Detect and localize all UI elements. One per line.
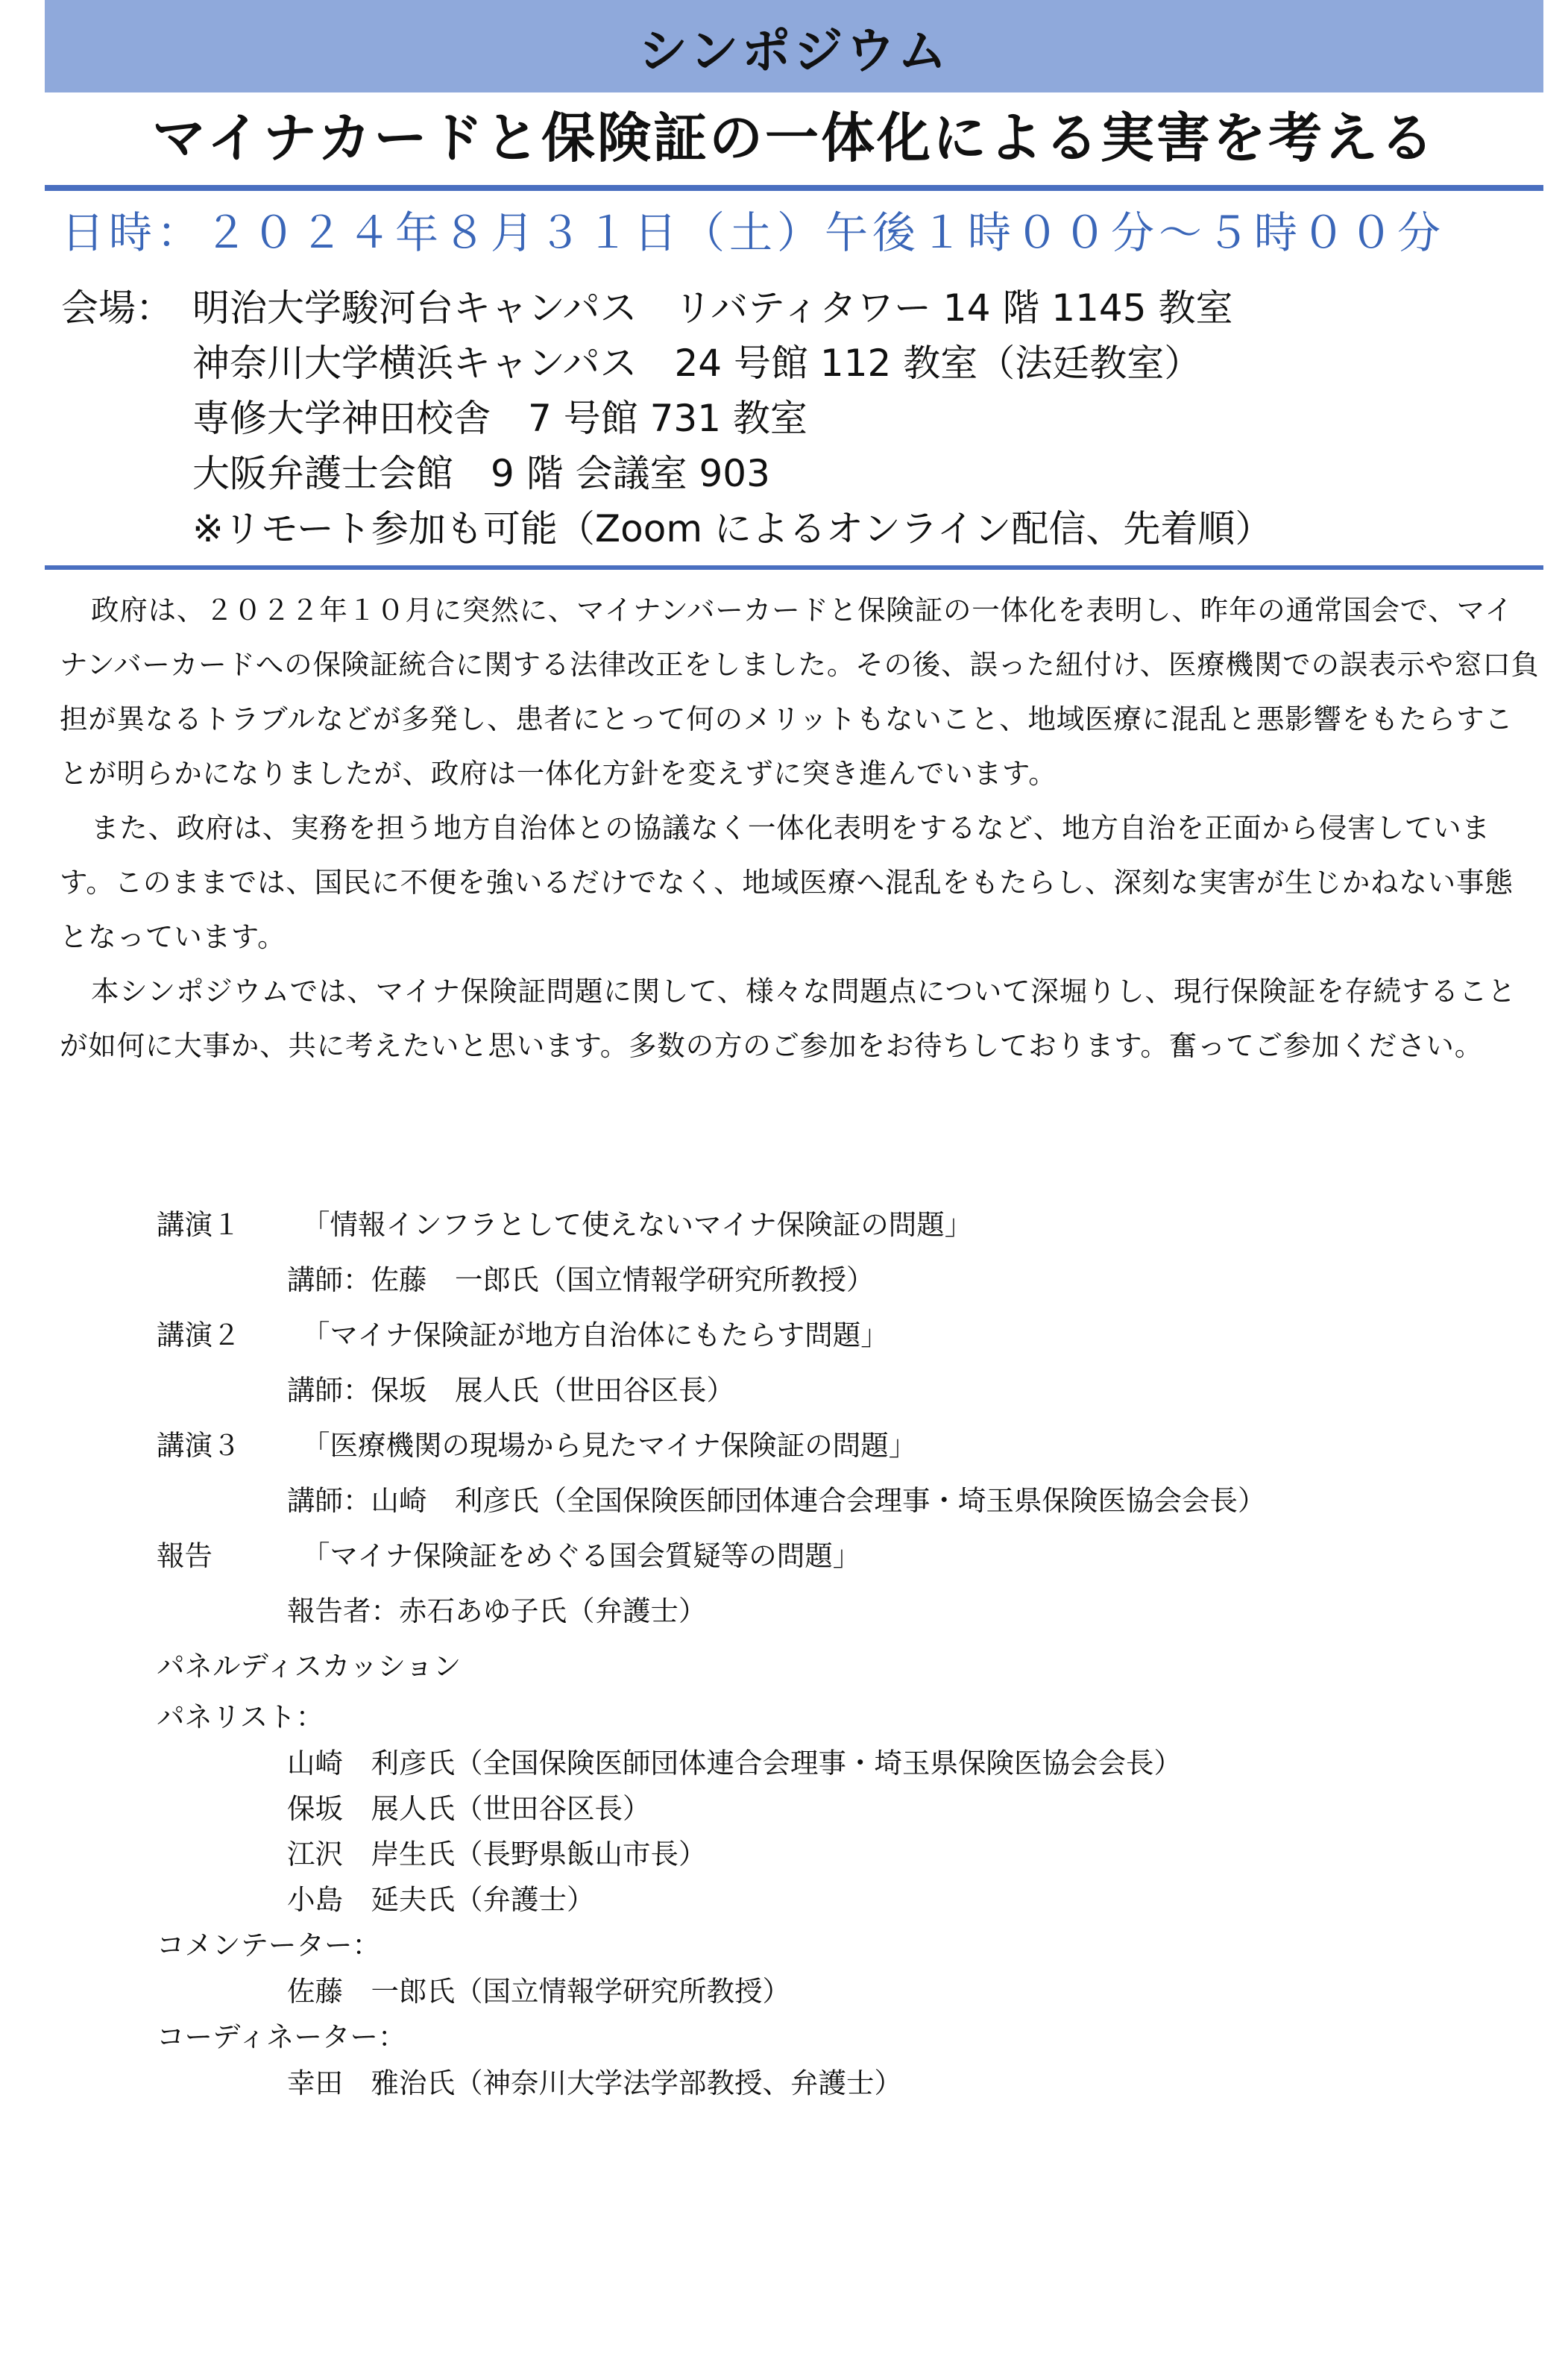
program-speaker: 報告者：赤石あゆ子氏（弁護士） bbox=[287, 1595, 707, 1627]
venue-location: 神奈川大学横浜キャンパス 24 号館 112 教室（法廷教室） bbox=[192, 342, 1202, 385]
program-speaker: 講師：佐藤 一郎氏（国立情報学研究所教授） bbox=[287, 1263, 875, 1296]
venue-location: 大阪弁護士会館 9 階 会議室 903 bbox=[192, 452, 770, 495]
coordinator-label: コーディネーター： bbox=[157, 2020, 406, 2053]
program-title: 「マイナ保険証をめぐる国会質疑等の問題」 bbox=[302, 1539, 861, 1572]
program-label: 講演３ bbox=[157, 1429, 241, 1462]
panel-discussion-heading: パネルディスカッション bbox=[157, 1650, 462, 1683]
commentator: 佐藤 一郎氏（国立情報学研究所教授） bbox=[287, 1974, 790, 2008]
venue-label-spacer bbox=[61, 391, 192, 446]
venue-location: 専修大学神田校舎 7 号館 731 教室 bbox=[192, 397, 807, 440]
venue-label: 会場： bbox=[61, 286, 173, 330]
panelists-label: パネリスト： bbox=[157, 1700, 324, 1733]
page-subtitle: マイナカードと保険証の一体化による実害を考える bbox=[151, 107, 1437, 169]
program-title: 「医療機関の現場から見たマイナ保険証の問題」 bbox=[302, 1429, 917, 1462]
divider-top bbox=[45, 185, 1543, 191]
program-speaker: 講師：山崎 利彦氏（全国保険医師団体連合会理事・埼玉県保険医協会会長） bbox=[287, 1484, 1266, 1517]
venue-label-spacer bbox=[61, 336, 192, 391]
panelist: 江沢 岸生氏（長野県飯山市長） bbox=[287, 1837, 707, 1870]
venue-location: 明治大学駿河台キャンパス リバティタワー 14 階 1145 教室 bbox=[192, 286, 1233, 330]
event-datetime: 日時：２０２４年８月３１日（土）午後１時００分～５時００分 bbox=[61, 207, 1446, 258]
program-list bbox=[157, 1195, 1266, 2103]
venue-row bbox=[61, 446, 1272, 501]
program-item bbox=[157, 1526, 1266, 1581]
panelist: 山崎 利彦氏（全国保険医師団体連合会理事・埼玉県保険医協会会長） bbox=[287, 1746, 1182, 1779]
divider-bottom bbox=[45, 565, 1543, 570]
program-item bbox=[157, 1416, 1266, 1471]
coordinator: 幸田 雅治氏（神奈川大学法学部教授、弁護士） bbox=[287, 2066, 902, 2099]
venue-block bbox=[61, 280, 1272, 556]
program-label: 講演２ bbox=[157, 1319, 241, 1351]
program-title: 「マイナ保険証が地方自治体にもたらす問題」 bbox=[302, 1319, 889, 1351]
venue-row bbox=[61, 336, 1272, 391]
program-item bbox=[157, 1305, 1266, 1360]
venue-label-spacer bbox=[61, 501, 192, 556]
venue-label-spacer bbox=[61, 446, 192, 501]
program-label: 報告 bbox=[157, 1539, 212, 1572]
panelist: 保坂 展人氏（世田谷区長） bbox=[287, 1791, 651, 1825]
page-title: シンポジウム bbox=[638, 22, 950, 80]
venue-remote-note: ※リモート参加も可能（Zoom によるオンライン配信、先着順） bbox=[192, 507, 1273, 550]
program-title: 「情報インフラとして使えないマイナ保険証の問題」 bbox=[302, 1208, 973, 1241]
intro-paragraph: 本シンポジウムでは、マイナ保険証問題に関して、様々な問題点について深堀りし、現行保険証を存続することが如何に大事か、共に考えたいと思います。多数の方のご参加をお待ちしております。奮ってご参加ください。 bbox=[60, 975, 1517, 1062]
intro-paragraph: また、政府は、実務を担う地方自治体との協議なく一体化表明をするなど、地方自治を正面から侵害しています。このままでは、国民に不便を強いるだけでなく、地域医療へ混乱をもたらし、深刻な実害が生じかねない事態となっています。 bbox=[60, 811, 1514, 953]
intro-text bbox=[60, 583, 1540, 1073]
venue-row bbox=[61, 391, 1272, 446]
title-banner bbox=[45, 0, 1543, 92]
venue-row bbox=[61, 501, 1272, 556]
venue-row bbox=[61, 280, 1272, 336]
intro-paragraph: 政府は、２０２２年１０月に突然に、マイナンバーカードと保険証の一体化を表明し、昨年の通常国会で、マイナンバーカードへの保険証統合に関する法律改正をしました。その後、誤った紐付け、医療機関での誤表示や窓口負担が異なるトラブルなどが多発し、患者にとって何のメリットもないこと、地域医療に混乱と悪影響をもたらすことが明らかになりましたが、政府は一体化方針を変えずに突き進んでいます。 bbox=[60, 594, 1540, 790]
program-label: 講演１ bbox=[157, 1208, 241, 1241]
panelist: 小島 延夫氏（弁護士） bbox=[287, 1882, 595, 1916]
commentator-label: コメンテーター： bbox=[157, 1929, 380, 1961]
program-speaker: 講師：保坂 展人氏（世田谷区長） bbox=[287, 1374, 734, 1407]
program-item bbox=[157, 1195, 1266, 1250]
